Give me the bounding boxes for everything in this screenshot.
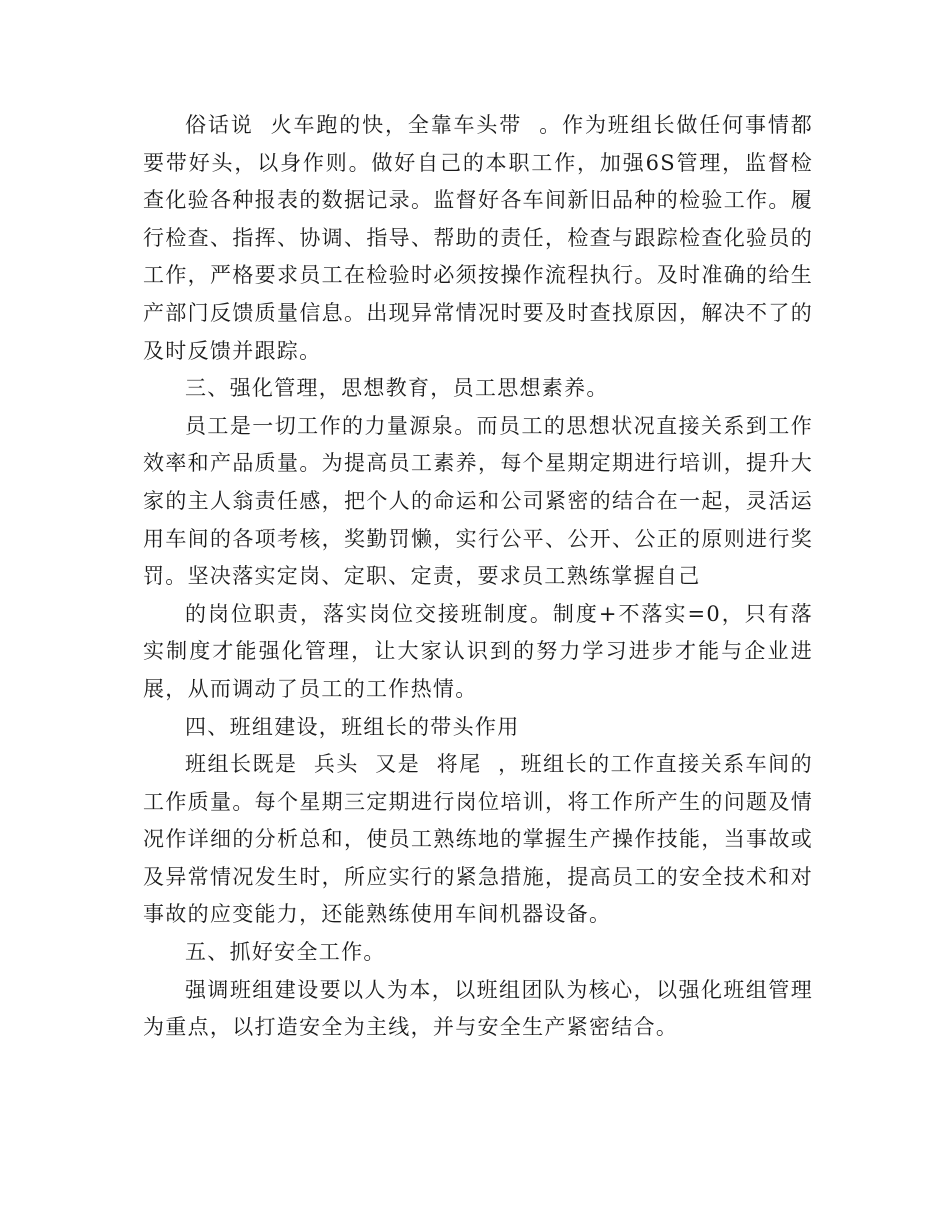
section-heading-3: 三、强化管理，思想教育，员工思想素养。 (185, 376, 609, 401)
paragraph-job-responsibility: 的岗位职责，落实岗位交接班制度。制度+不落实=0，只有落实制度才能强化管理，让大家认识到的努力学习进步才能与企业进展，从而调动了员工的工作热情。 (143, 601, 813, 701)
section-heading-5: 五、抓好安全工作。 (185, 940, 386, 965)
paragraph-team-leader-role: 班组长既是 兵头 又是 将尾 ，班组长的工作直接关系车间的工作质量。每个星期三定期进行岗位培训，将工作所产生的问题及情况作详细的分析总和，使员工熟练地的掌握生产操作技能，当事故或及异常情况发生时，所应实行的紧急措施，提高员工的安全技术和对事故的应变能力，还能熟练使用车间机器设备。 (143, 752, 813, 927)
section-heading-4: 四、班组建设，班组长的带头作用 (185, 714, 520, 739)
paragraph-employee-training: 员工是一切工作的力量源泉。而员工的思想状况直接关系到工作效率和产品质量。为提高员工素养，每个星期定期进行培训，提升大家的主人翁责任感，把个人的命运和公司紧密的结合在一起，灵活运用车间的各项考核，奖勤罚懒，实行公平、公开、公正的原则进行奖罚。坚决落实定岗、定职、定责，要求员工熟练掌握自己 (143, 413, 813, 589)
paragraph-safety: 强调班组建设要以人为本，以班组团队为核心，以强化班组管理为重点，以打造安全为主线，并与安全生产紧密结合。 (143, 977, 813, 1040)
document-body (143, 107, 813, 1047)
paragraph-team-leader-example: 俗话说 火车跑的快，全靠车头带 。作为班组长做任何事情都要带好头，以身作则。做好自己的本职工作，加强6S管理，监督检查化验各种报表的数据记录。监督好各车间新旧品种的检验工作。履行检查、指挥、协调、指导、帮助的责任，检查与跟踪检查化验员的工作，严格要求员工在检验时必须按操作流程执行。及时准确的给生产部门反馈质量信息。出现异常情况时要及时查找原因，解决不了的及时反馈并跟踪。 (143, 113, 813, 363)
